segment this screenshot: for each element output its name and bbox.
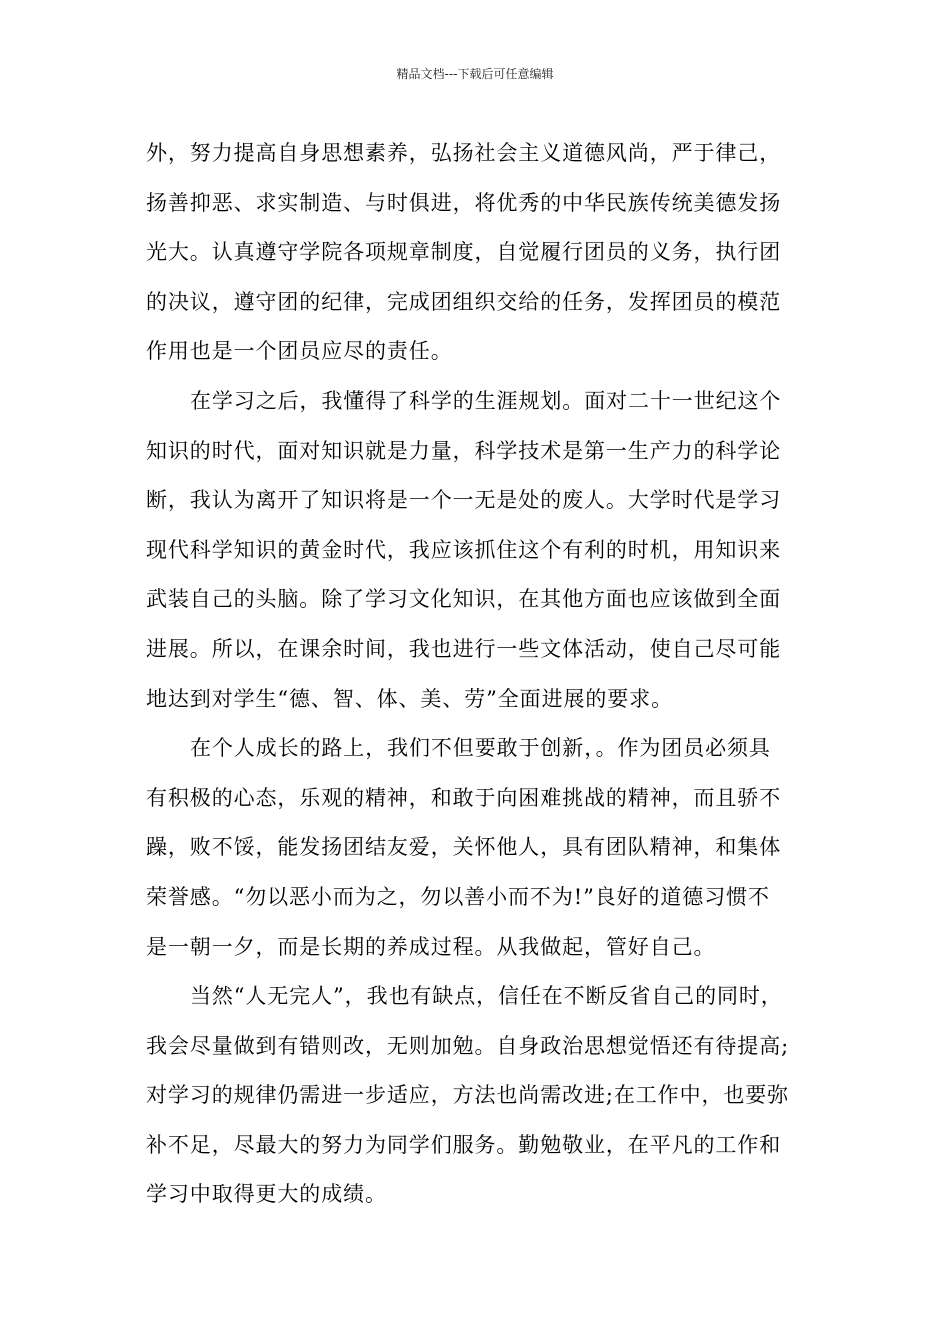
text-line: 在个人成长的路上，我们不但要敢于创新，。作为团员必须具 xyxy=(190,736,771,761)
text-line: 在学习之后，我懂得了科学的生涯规划。面对二十一世纪这个 xyxy=(190,388,782,413)
text-line: 我会尽量做到有错则改，无则加勉。自身政治思想觉悟还有待提高; xyxy=(146,1033,790,1058)
text-line: 断，我认为离开了知识将是一个一无是处的废人。大学时代是学习 xyxy=(146,488,782,513)
paragraph xyxy=(146,972,808,1220)
paragraph xyxy=(146,724,808,972)
text-line: 对学习的规律仍需进一步适应，方法也尚需改进;在工作中，也要弥 xyxy=(146,1083,790,1108)
paragraph xyxy=(146,377,808,724)
text-line: 补不足，尽最大的努力为同学们服务。勤勉敬业，在平凡的工作和 xyxy=(146,1132,782,1157)
text-line: 知识的时代，面对知识就是力量，科学技术是第一生产力的科学论 xyxy=(146,438,782,463)
text-line: 躁，败不馁，能发扬团结友爱，关怀他人，具有团队精神，和集体 xyxy=(146,835,782,860)
text-line: 武装自己的头脑。除了学习文化知识，在其他方面也应该做到全面 xyxy=(146,587,782,612)
text-line: 荣誉感。“勿以恶小而为之，勿以善小而不为!”良好的道德习惯不 xyxy=(146,884,770,909)
text-line: 作用也是一个团员应尽的责任。 xyxy=(146,339,453,364)
text-line: 是一朝一夕，而是长期的养成过程。从我做起，管好自己。 xyxy=(146,934,716,959)
text-line: 有积极的心态，乐观的精神，和敢于向困难挑战的精神，而且骄不 xyxy=(146,785,782,810)
document-body xyxy=(146,129,808,1220)
text-line: 进展。所以，在课余时间，我也进行一些文体活动，使自己尽可能 xyxy=(146,636,782,661)
text-line: 的决议，遵守团的纪律，完成团组织交给的任务，发挥团员的模范 xyxy=(146,289,782,314)
text-line: 光大。认真遵守学院各项规章制度，自觉履行团员的义务，执行团 xyxy=(146,240,782,265)
text-line: 外，努力提高自身思想素养，弘扬社会主义道德风尚，严于律己， xyxy=(146,141,782,165)
text-line: 学习中取得更大的成绩。 xyxy=(146,1182,387,1207)
text-line: 现代科学知识的黄金时代，我应该抓住这个有利的时机，用知识来 xyxy=(146,537,782,562)
text-line: 当然“人无完人”，我也有缺点，信任在不断反省自己的同时， xyxy=(190,984,783,1009)
text-line: 扬善抑恶、求实制造、与时俱进，将优秀的中华民族传统美德发扬 xyxy=(146,190,782,215)
text-line: 地达到对学生“德、智、体、美、劳”全面进展的要求。 xyxy=(146,686,673,711)
paragraph xyxy=(146,129,808,377)
page-header: 精品文档---下载后可任意编辑 xyxy=(396,67,554,81)
